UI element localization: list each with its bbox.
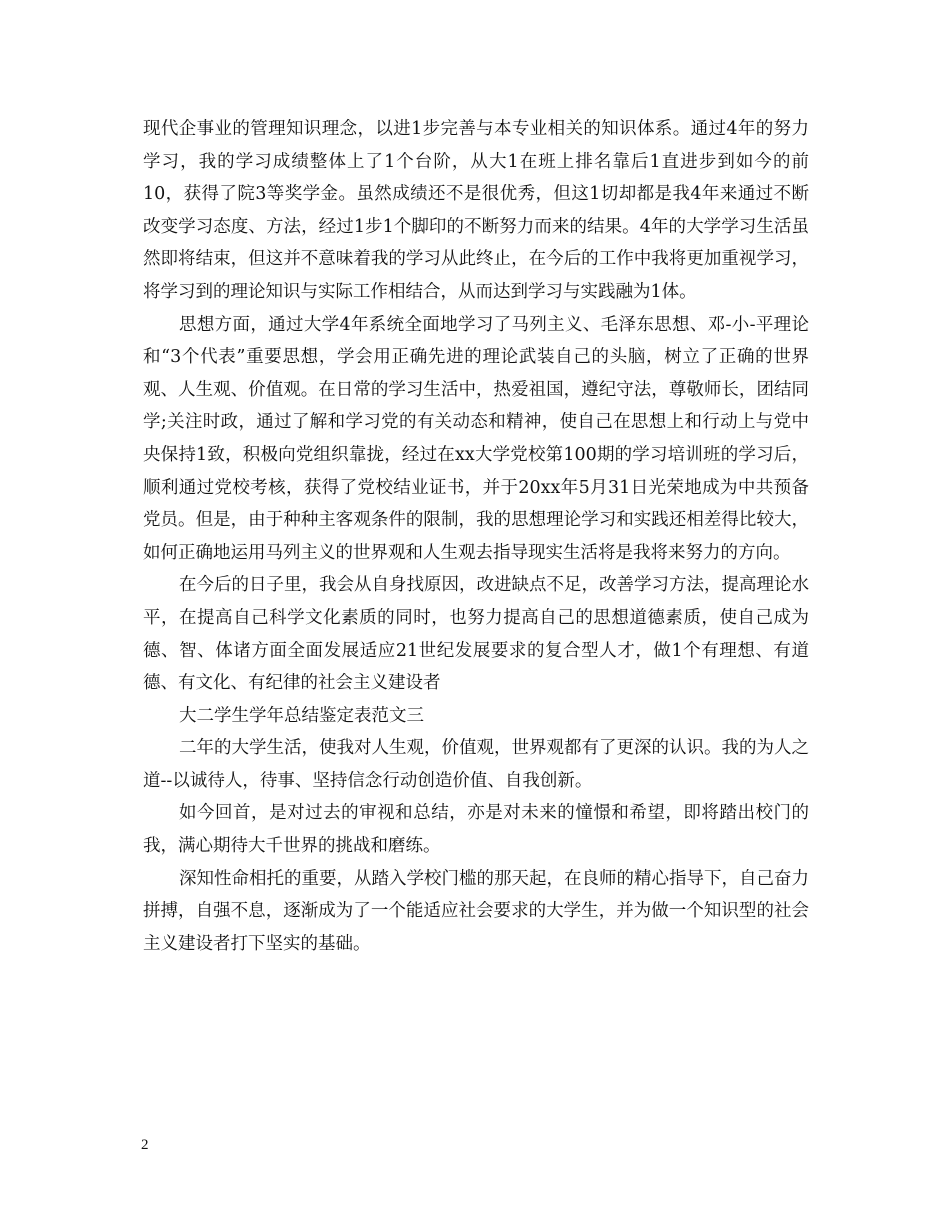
paragraph-3: 在今后的日子里，我会从自身找原因，改进缺点不足，改善学习方法，提高理论水平，在提高自己科学文化素质的同时，也努力提高自己的思想道德素质，使自己成为德、智、体诸方面全面发展适应21世纪发展要求的复合型人才，做1个有理想、有道德、有文化、有纪律的社会主义建设者 [143, 575, 809, 694]
paragraph-5: 如今回首，是对过去的审视和总结，亦是对未来的憧憬和希望，即将踏出校门的我，满心期待大千世界的挑战和磨练。 [143, 803, 809, 857]
section-heading: 大二学生学年总结鉴定表范文三 [179, 705, 424, 726]
paragraph-1: 现代企事业的管理知识理念，以进1步完善与本专业相关的知识体系。通过4年的努力学习，我的学习成绩整体上了1个台阶，从大1在班上排名靠后1直进步到如今的前10，获得了院3等奖学金。虽然成绩还不是很优秀，但这1切却都是我4年来通过不断改变学习态度、方法，经过1步1个脚印的不断努力而来的结果。4年的大学学习生活虽然即将结束，但这并不意味着我的学习从此终止，在今后的工作中我将更加重视学习，将学习到的理论知识与实际工作相结合，从而达到学习与实践融为1体。 [143, 119, 809, 302]
document-body [143, 113, 809, 960]
page-number: 2 [141, 1137, 149, 1153]
paragraph-4: 二年的大学生活，使我对人生观，价值观，世界观都有了更深的认识。我的为人之道--以诚待人，待事、坚持信念行动创造价值、自我创新。 [143, 738, 809, 791]
paragraph-2: 思想方面，通过大学4年系统全面地学习了马列主义、毛泽东思想、邓-小-平理论和“3个代表”重要思想，学会用正确先进的理论武装自己的头脑，树立了正确的世界观、人生观、价值观。在日常的学习生活中，热爱祖国，遵纪守法，尊敬师长，团结同学;关注时政，通过了解和学习党的有关动态和精神，使自己在思想上和行动上与党中央保持1致，积极向党组织靠拢，经过在xx大学党校第100期的学习培训班的学习后，顺利通过党校考核，获得了党校结业证书，并于20xx年5月31日光荣地成为中共预备党员。但是，由于种种主客观条件的限制，我的思想理论学习和实践还相差得比较大，如何正确地运用马列主义的世界观和人生观去指导现实生活将是我将来努力的方向。 [143, 314, 809, 563]
paragraph-6: 深知性命相托的重要，从踏入学校门槛的那天起，在良师的精心指导下，自己奋力拼搏，自强不息，逐渐成为了一个能适应社会要求的大学生，并为做一个知识型的社会主义建设者打下坚实的基础。 [143, 868, 809, 954]
